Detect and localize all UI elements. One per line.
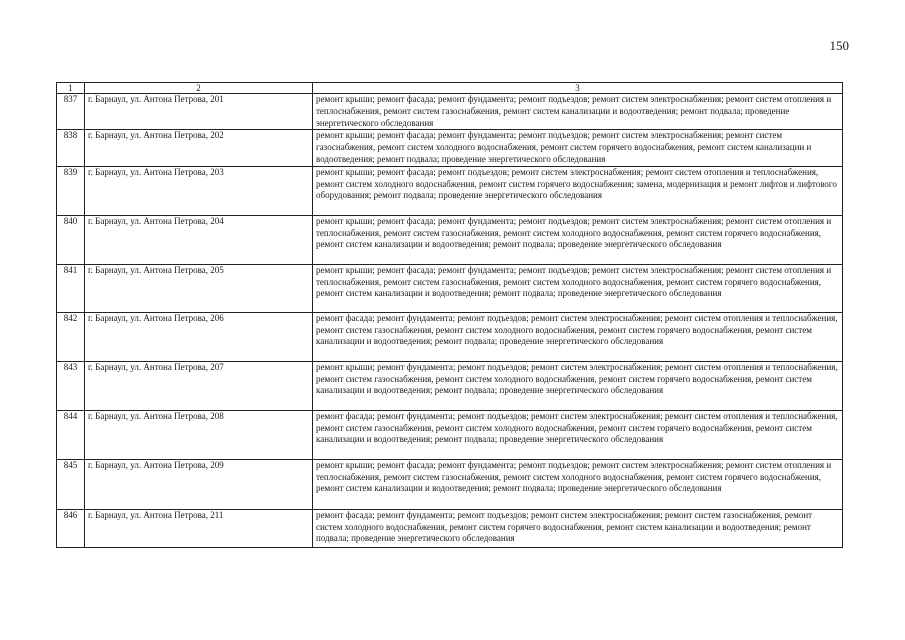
- table-row: [57, 459, 843, 509]
- column-header-number: 1: [57, 83, 85, 94]
- row-works: ремонт крыши; ремонт фасада; ремонт фундамента; ремонт подъездов; ремонт систем электроснабжения; ремонт систем отопления и теплоснабжения, ремонт систем газоснабжения, ремонт систем канализации и водоотведения; ремонт подвала; проведение энергетического обследования: [313, 94, 843, 130]
- row-address: г. Барнаул, ул. Антона Петрова, 204: [85, 215, 313, 264]
- table-row: [57, 130, 843, 166]
- row-address: г. Барнаул, ул. Антона Петрова, 205: [85, 264, 313, 312]
- row-address: г. Барнаул, ул. Антона Петрова, 209: [85, 459, 313, 509]
- table-row: [57, 94, 843, 130]
- table-row: [57, 361, 843, 410]
- column-header-works: 3: [313, 83, 843, 94]
- row-address: г. Барнаул, ул. Антона Петрова, 207: [85, 361, 313, 410]
- table-row: [57, 215, 843, 264]
- row-works: ремонт крыши; ремонт фасада; ремонт фундамента; ремонт подъездов; ремонт систем электроснабжения; ремонт систем отопления и теплоснабжения, ремонт систем газоснабжения, ремонт систем холодного водоснабжения, ремонт систем горячего водоснабжения, ремонт систем канализации и водоотведения; ремонт подвала; проведение энергетического обследования: [313, 215, 843, 264]
- table-row: [57, 410, 843, 459]
- row-works: ремонт фасада; ремонт фундамента; ремонт подъездов; ремонт систем электроснабжения; ремонт систем отопления и теплоснабжения, ремонт систем газоснабжения, ремонт систем холодного водоснабжения, ремонт систем горячего водоснабжения, ремонт систем канализации и водоотведения; ремонт подвала; проведение энергетического обследования: [313, 410, 843, 459]
- row-works: ремонт крыши; ремонт фасада; ремонт подъездов; ремонт систем электроснабжения; ремонт систем отопления и теплоснабжения, ремонт систем холодного водоснабжения, ремонт систем горячего водоснабжения; замена, модернизация и ремонт лифтов и лифтового оборудования; ремонт подвала; проведение энергетического обследования: [313, 166, 843, 215]
- row-number: 844: [57, 410, 85, 459]
- row-address: г. Барнаул, ул. Антона Петрова, 206: [85, 312, 313, 361]
- table-header-row: [57, 83, 843, 94]
- row-number: 841: [57, 264, 85, 312]
- row-number: 840: [57, 215, 85, 264]
- row-address: г. Барнаул, ул. Антона Петрова, 203: [85, 166, 313, 215]
- row-number: 839: [57, 166, 85, 215]
- row-number: 837: [57, 94, 85, 130]
- row-address: г. Барнаул, ул. Антона Петрова, 201: [85, 94, 313, 130]
- row-works: ремонт крыши; ремонт фасада; ремонт фундамента; ремонт подъездов; ремонт систем электроснабжения; ремонт систем отопления и теплоснабжения, ремонт систем газоснабжения, ремонт систем холодного водоснабжения, ремонт систем горячего водоснабжения, ремонт систем канализации и водоотведения; ремонт подвала; проведение энергетического обследования: [313, 264, 843, 312]
- row-number: 842: [57, 312, 85, 361]
- row-number: 838: [57, 130, 85, 166]
- row-works: ремонт фасада; ремонт фундамента; ремонт подъездов; ремонт систем электроснабжения; ремонт систем отопления и теплоснабжения, ремонт систем газоснабжения, ремонт систем холодного водоснабжения, ремонт систем горячего водоснабжения, ремонт систем канализации и водоотведения; ремонт подвала; проведение энергетического обследования: [313, 312, 843, 361]
- table-row: [57, 312, 843, 361]
- row-address: г. Барнаул, ул. Антона Петрова, 202: [85, 130, 313, 166]
- table-row: [57, 166, 843, 215]
- page-number: 150: [829, 38, 849, 53]
- row-number: 846: [57, 509, 85, 547]
- row-works: ремонт крыши; ремонт фундамента; ремонт подъездов; ремонт систем электроснабжения; ремонт систем отопления и теплоснабжения, ремонт систем газоснабжения, ремонт систем холодного водоснабжения, ремонт систем горячего водоснабжения, ремонт систем канализации и водоотведения; ремонт подвала; проведение энергетического обследования: [313, 361, 843, 410]
- table-row: [57, 509, 843, 547]
- row-works: ремонт крыши; ремонт фасада; ремонт фундамента; ремонт подъездов; ремонт систем электроснабжения; ремонт систем отопления и теплоснабжения, ремонт систем газоснабжения, ремонт систем холодного водоснабжения, ремонт систем горячего водоснабжения, ремонт систем канализации и водоотведения; ремонт подвала; проведение энергетического обследования: [313, 459, 843, 509]
- row-address: г. Барнаул, ул. Антона Петрова, 208: [85, 410, 313, 459]
- row-number: 845: [57, 459, 85, 509]
- table-row: [57, 264, 843, 312]
- row-works: ремонт крыши; ремонт фасада; ремонт фундамента; ремонт подъездов; ремонт систем электроснабжения; ремонт систем газоснабжения, ремонт систем холодного водоснабжения, ремонт систем горячего водоснабжения, ремонт систем канализации и водоотведения; ремонт подвала; проведение энергетического обследования: [313, 130, 843, 166]
- repair-works-table: [56, 82, 843, 548]
- row-number: 843: [57, 361, 85, 410]
- row-works: ремонт фасада; ремонт фундамента; ремонт подъездов; ремонт систем электроснабжения; ремонт систем газоснабжения, ремонт систем холодного водоснабжения, ремонт систем горячего водоснабжения, ремонт систем канализации и водоотведения; ремонт подвала; проведение энергетического обследования: [313, 509, 843, 547]
- column-header-address: 2: [85, 83, 313, 94]
- row-address: г. Барнаул, ул. Антона Петрова, 211: [85, 509, 313, 547]
